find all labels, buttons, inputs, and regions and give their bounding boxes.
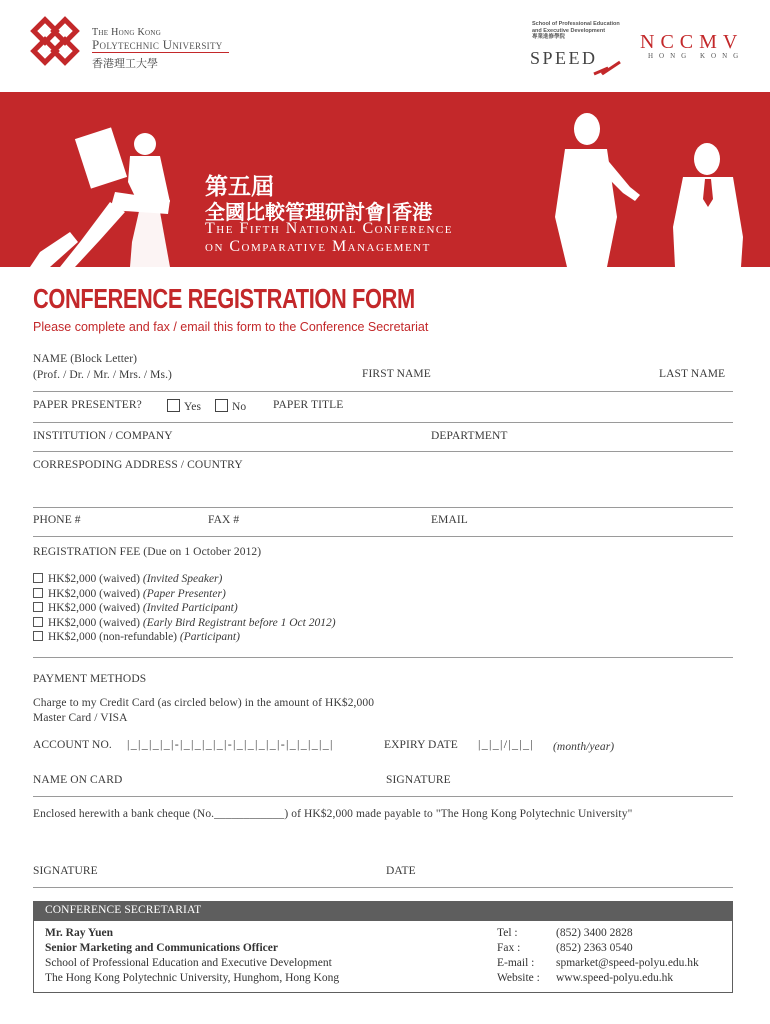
website-label: Website : [497, 972, 540, 984]
first-name-label: FIRST NAME [362, 368, 431, 380]
conference-banner [0, 92, 770, 267]
speed-tag-cn: 專業進修學院 [532, 34, 566, 40]
fee-options [33, 572, 336, 645]
expiry-date-label: EXPIRY DATE [384, 739, 458, 751]
banner-title-en-1: The Fifth National Conference [205, 220, 453, 237]
signature-label: SIGNATURE [33, 865, 98, 877]
no-checkbox[interactable] [215, 399, 228, 412]
speed-tagline [532, 21, 620, 41]
yes-label: Yes [184, 401, 202, 413]
institution-label: INSTITUTION / COMPANY [33, 430, 173, 442]
paper-presenter-label: PAPER PRESENTER? [33, 399, 142, 411]
email-label: EMAIL [431, 514, 468, 526]
fee-option[interactable] [33, 601, 336, 616]
phone-label: PHONE # [33, 514, 81, 526]
fee-amount: HK$2,000 (waived) [48, 587, 140, 600]
paper-title-label: PAPER TITLE [273, 399, 344, 411]
fee-note: (Invited Speaker) [142, 573, 223, 585]
email-link[interactable]: spmarket@speed-polyu.edu.hk [556, 957, 699, 969]
fee-checkbox[interactable] [33, 631, 43, 641]
fee-note: (Early Bird Registrant before 1 Oct 2012) [142, 616, 336, 629]
secretariat-header [33, 901, 733, 921]
fee-checkbox[interactable] [33, 617, 43, 627]
fee-note: (Paper Presenter) [142, 587, 226, 600]
card-signature-label: SIGNATURE [386, 774, 451, 786]
tel-value: (852) 3400 2828 [556, 927, 633, 939]
nccmv-sub: HONG KONG [648, 52, 745, 60]
fee-option[interactable] [33, 572, 336, 587]
fee-amount: HK$2,000 (waived) [48, 602, 140, 615]
banner-title-cn-2: 全國比較管理研討會|香港 [205, 200, 433, 224]
paper-line [33, 422, 733, 423]
fee-amount: HK$2,000 (non-refundable) [48, 631, 178, 644]
yes-checkbox[interactable] [167, 399, 180, 412]
last-name-label: LAST NAME [659, 368, 726, 380]
form-title: CONFERENCE REGISTRATION FORM [33, 283, 415, 314]
secretariat-box [33, 921, 733, 993]
form-subtitle: Please complete and fax / email this form to the Conference Secretariat [33, 320, 429, 334]
fee-option[interactable] [33, 616, 336, 631]
name-on-card-label: NAME ON CARD [33, 774, 123, 786]
tel-label: Tel : [497, 927, 518, 939]
fax-label-footer: Fax : [497, 942, 521, 954]
no-label: No [232, 401, 247, 413]
polyu-name-cn: 香港理工大學 [92, 57, 158, 70]
fax-value: (852) 2363 0540 [556, 942, 633, 954]
secretariat-values [556, 926, 699, 986]
department-label: DEPARTMENT [431, 430, 508, 442]
fee-amount: HK$2,000 (waived) [48, 616, 140, 629]
secretariat-labels [497, 926, 540, 986]
businessmen-silhouette-icon [545, 107, 770, 267]
secretariat-title: CONFERENCE SECRETARIAT [45, 904, 202, 916]
fee-checkbox[interactable] [33, 588, 43, 598]
reading-man-silhouette-icon [20, 122, 190, 267]
speed-logo-text: SPEED [530, 48, 598, 68]
name-label-1: NAME (Block Letter) [33, 353, 138, 365]
fax-label: FAX # [208, 514, 240, 526]
fee-checkbox[interactable] [33, 602, 43, 612]
polyu-name-en-2: Polytechnic University [92, 37, 229, 53]
name-line [33, 391, 733, 392]
account-no-boxes[interactable]: |_|_|_|_|-|_|_|_|_|-|_|_|_|_|-|_|_|_|_| [127, 737, 334, 751]
website-link[interactable]: www.speed-polyu.edu.hk [556, 972, 674, 984]
signature-line [33, 887, 733, 888]
charge-line-2: Master Card / VISA [33, 712, 128, 724]
card-line [33, 796, 733, 797]
org-line-1: School of Professional Education and Executive Development [45, 957, 332, 969]
name-label-2: (Prof. / Dr. / Mr. / Mrs. / Ms.) [33, 369, 172, 381]
banner-title-en-2: on Comparative Management [205, 238, 431, 255]
presenter-no-option[interactable] [215, 399, 246, 413]
speed-swoosh-icon [592, 58, 622, 76]
fee-title: REGISTRATION FEE (Due on 1 October 2012) [33, 546, 262, 558]
polyu-emblem-icon [30, 16, 88, 72]
email-label-footer: E-mail : [497, 957, 535, 969]
address-label: CORRESPODING ADDRESS / COUNTRY [33, 459, 243, 471]
fee-note: (Invited Participant) [142, 602, 238, 615]
speed-tag-line2: and Executive Development [532, 27, 606, 34]
speed-tag-line1: School of Professional Education [532, 21, 620, 27]
charge-line-1: Charge to my Credit Card (as circled below) in the amount of HK$2,000 [33, 697, 375, 709]
institution-line [33, 451, 733, 452]
fee-checkbox[interactable] [33, 573, 43, 583]
fee-option[interactable] [33, 587, 336, 602]
presenter-yes-option[interactable] [167, 399, 201, 413]
cheque-text: Enclosed herewith a bank cheque (No.____________) of HK$2,000 made payable to "The Hong Kong Polytechnic University" [33, 808, 633, 820]
address-line [33, 507, 733, 508]
contact-name: Mr. Ray Yuen [45, 927, 114, 939]
fee-option[interactable] [33, 630, 336, 645]
fee-line [33, 657, 733, 658]
polyu-logo [30, 16, 88, 72]
banner-title-cn-1: 第五屆 [205, 174, 274, 200]
payment-title: PAYMENT METHODS [33, 673, 147, 685]
date-label: DATE [386, 865, 416, 877]
polyu-name-en-1: The Hong Kong [92, 27, 162, 38]
org-line-2: The Hong Kong Polytechnic University, Hunghom, Hong Kong [45, 972, 340, 984]
contact-title: Senior Marketing and Communications Officer [45, 942, 278, 954]
fee-note: (Participant) [179, 631, 240, 644]
account-no-label: ACCOUNT NO. [33, 739, 112, 751]
phone-line [33, 536, 733, 537]
secretariat-contact [45, 926, 339, 986]
fee-amount: HK$2,000 (waived) [48, 573, 140, 585]
nccmv-logo-text: NCCMV [640, 31, 744, 53]
expiry-hint: (month/year) [553, 741, 615, 753]
expiry-date-boxes[interactable]: |_|_|/|_|_| [478, 737, 535, 751]
